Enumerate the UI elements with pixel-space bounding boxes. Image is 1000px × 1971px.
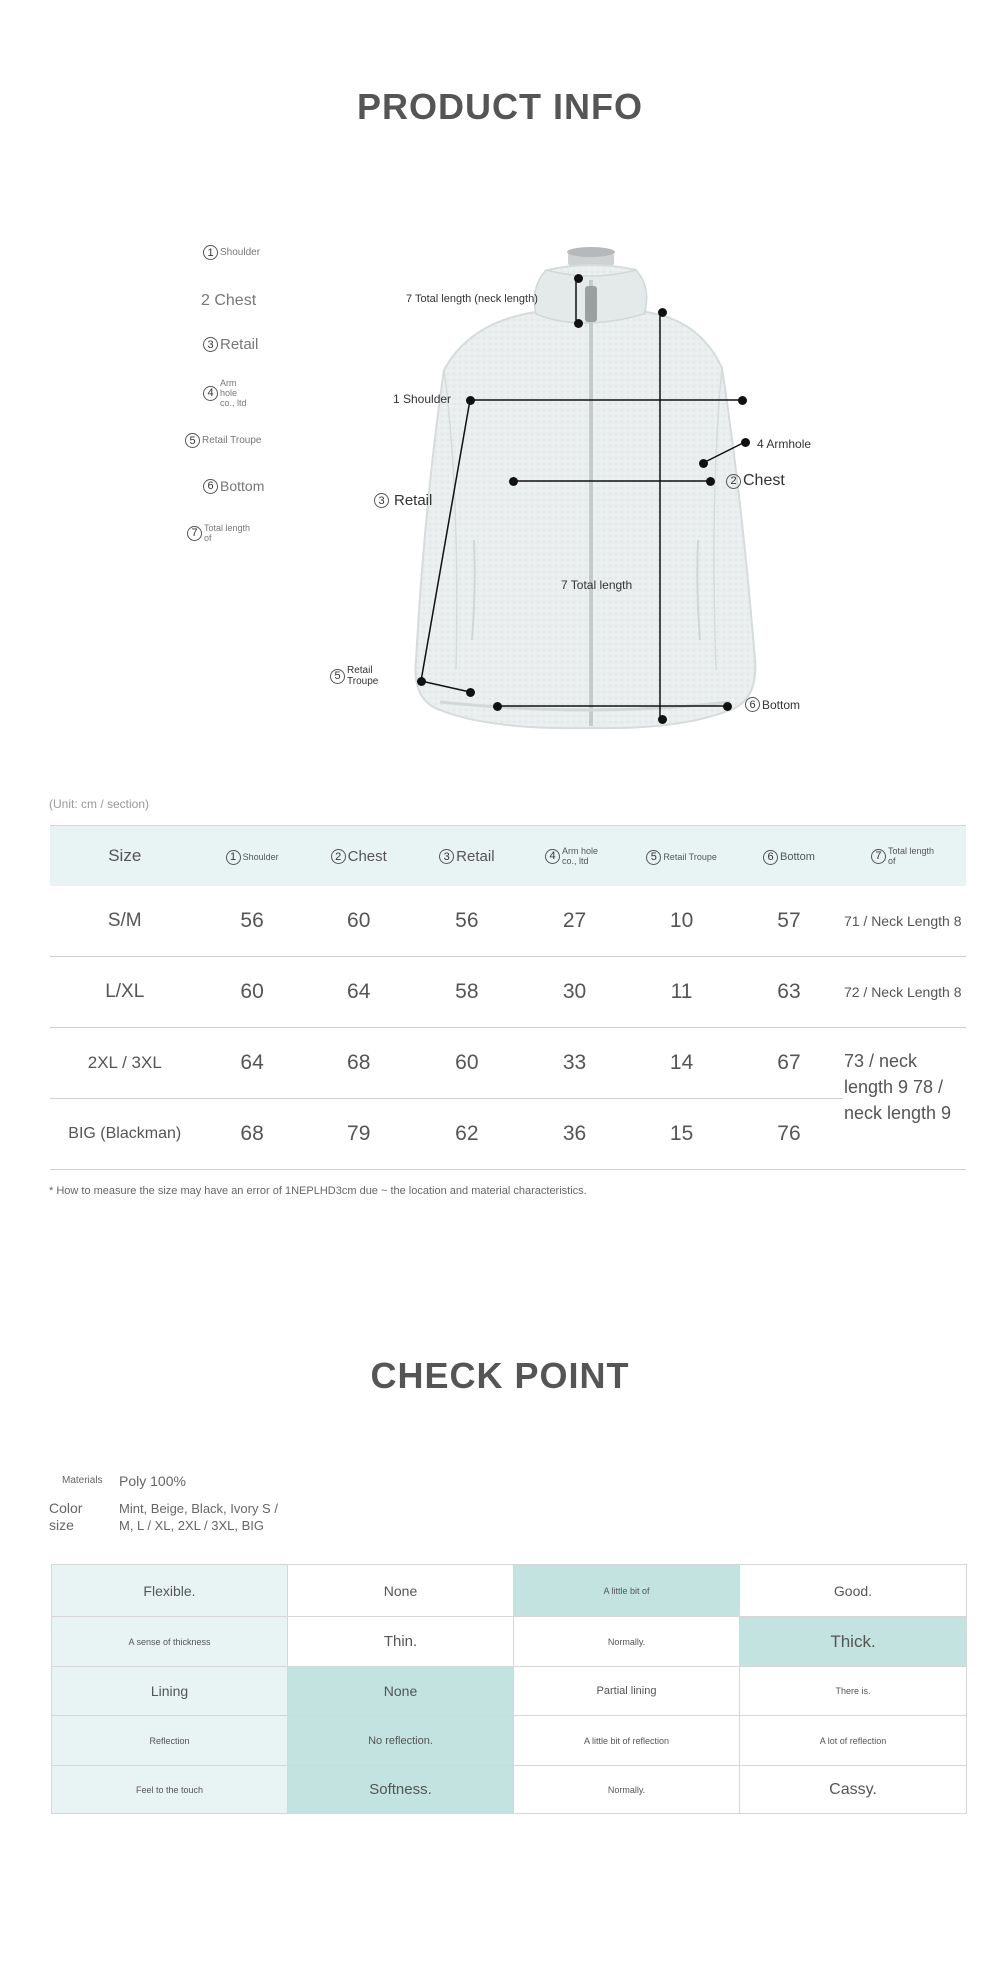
diagram-label-bottom: 6 Bottom [745,697,800,712]
header-bottom: 6 Bottom [735,826,843,887]
size-table-header [50,826,966,887]
size-footnote: * How to measure the size may have an error of 1NEPLHD3cm due ~ the location and material characteristics. [49,1185,587,1197]
header-armhole: 4 Arm hole co., ltd [521,826,628,887]
legend-retail-troupe: 5 Retail Troupe [185,433,261,448]
dot [738,396,747,405]
check-row-touch: Feel to the touch Softness. Normally. Cassy. [52,1766,967,1814]
dot [574,274,583,283]
diagram-label-total-length-neck: 7 Total length (neck length) [406,293,538,305]
dot [658,715,667,724]
check-point-title: CHECK POINT [370,1355,630,1396]
header-retail: 3 Retail [413,826,521,887]
dot [741,438,750,447]
measurement-lines [0,0,1000,760]
dot [699,459,708,468]
legend-total-length: 7 Total length of [187,523,250,543]
legend-shoulder: 1 Shoulder [203,245,260,260]
diagram-label-total-length: 7 Total length [561,578,633,592]
header-shoulder: 1 Shoulder [200,826,305,887]
dot [574,319,583,328]
diagram-label-retail-troupe: 5 Retail Troupe [330,665,378,687]
dot [706,477,715,486]
product-info-title: PRODUCT INFO [357,86,643,127]
check-row-thickness: A sense of thickness Thin. Normally. Thick. [52,1617,967,1667]
legend-armhole: 4 Arm hole co., ltd [203,378,247,408]
table-row: S/M 56 60 56 27 10 57 71 / Neck Length 8 [50,886,966,957]
color-size-value: Mint, Beige, Black, Ivory S / M, L / XL, 2XL / 3XL, BIG [119,1501,278,1533]
dot [466,396,475,405]
legend-bottom: 6 Bottom [203,478,264,494]
table-row: L/XL 60 64 58 30 11 63 72 / Neck Length 8 [50,957,966,1028]
dot [658,308,667,317]
diagram-label-shoulder: 1 Shoulder [393,392,452,406]
header-chest: 2 Chest [305,826,413,887]
header-size: Size [50,826,200,887]
dot [509,477,518,486]
table-row: BIG (Blackman) 68 79 62 36 15 76 [50,1099,966,1170]
diagram-label-chest: 2 Chest [726,472,785,490]
legend-chest: 2 Chest [201,292,257,309]
color-size-label: Color size [49,1500,83,1533]
check-row-flexible: Flexible. None A little bit of Good. [52,1565,967,1617]
size-table [50,825,966,1170]
header-total-length: 7 Total length of [843,826,966,887]
diagram-label-armhole: 4 Armhole [757,437,812,451]
header-retail-troupe: 5 Retail Troupe [628,826,735,887]
materials-label: Materials [62,1475,103,1486]
check-row-reflection: Reflection No reflection. A little bit of reflection A lot of reflection [52,1716,967,1766]
materials-value: Poly 100% [119,1473,186,1489]
dot [493,702,502,711]
unit-note: (Unit: cm / section) [49,797,150,811]
check-point-table [51,1564,967,1814]
diagram-label-retail: 3 Retail [374,492,432,509]
check-row-lining: Lining None Partial lining There is. [52,1667,967,1716]
table-row: 2XL / 3XL 64 68 60 33 14 67 73 / neck length 9 78 / neck length 9 [50,1028,966,1099]
legend-retail: 3 Retail [203,336,258,353]
dot [417,677,426,686]
dot [723,702,732,711]
dot [466,688,475,697]
